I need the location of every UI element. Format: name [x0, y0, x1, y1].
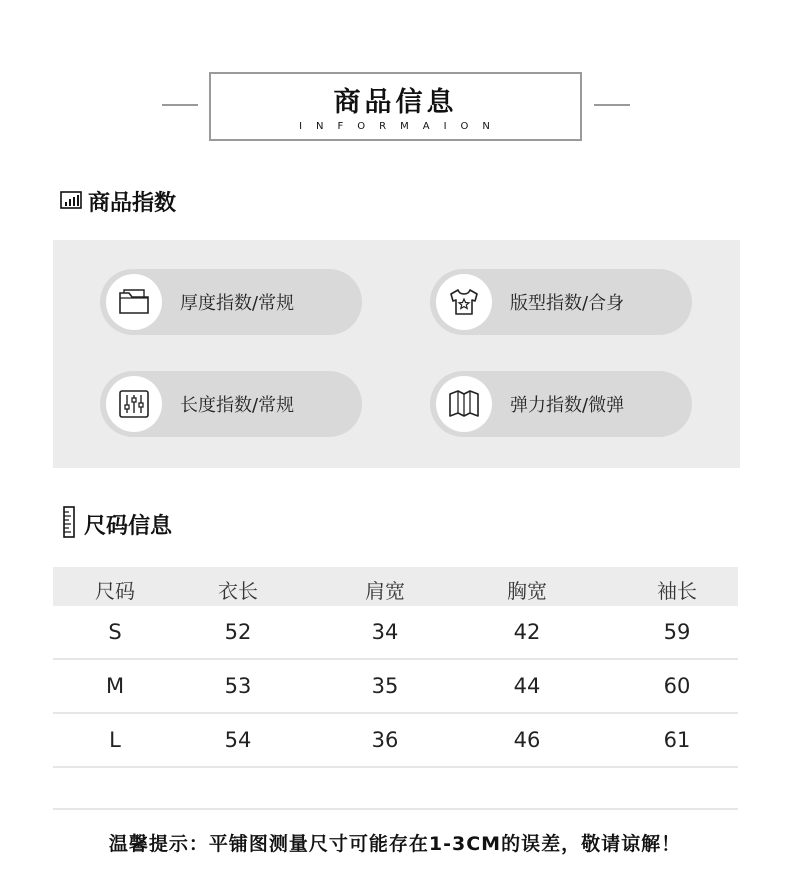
size-table	[53, 567, 738, 768]
table-cell: 52	[224, 620, 252, 644]
table-cell: M	[105, 674, 125, 698]
table-cell: S	[108, 620, 122, 644]
table-cell: 44	[513, 674, 541, 698]
index-section-title: 商品指数	[88, 191, 177, 216]
header-line-left	[162, 104, 198, 106]
table-header-row	[53, 567, 738, 606]
measurement-note: 温馨提示：平铺图测量尺寸可能存在1-3CM的误差，敬请谅解！	[108, 833, 682, 855]
folder-icon	[106, 274, 162, 330]
table-cell: 61	[663, 728, 691, 752]
table-cell: L	[109, 728, 121, 752]
index-item-elasticity	[430, 371, 692, 437]
sliders-icon	[106, 376, 162, 432]
header-line-right	[594, 104, 630, 106]
table-row	[53, 606, 738, 660]
index-item-label: 弹力指数/微弹	[510, 395, 625, 416]
index-item-label: 版型指数/合身	[510, 293, 625, 314]
index-item-length	[100, 371, 362, 437]
table-cell: 46	[513, 728, 541, 752]
column-header: 衣长	[218, 579, 258, 603]
table-cell: 59	[663, 620, 691, 644]
tshirt-icon	[436, 274, 492, 330]
table-cell: 60	[663, 674, 691, 698]
column-header: 尺码	[95, 579, 135, 603]
index-item-thickness	[100, 269, 362, 335]
index-panel	[53, 240, 740, 468]
table-cell: 36	[371, 728, 399, 752]
table-row	[53, 714, 738, 768]
table-row	[53, 660, 738, 714]
index-item-label: 厚度指数/常规	[180, 293, 295, 314]
size-section-header	[62, 506, 172, 542]
table-cell: 53	[224, 674, 252, 698]
index-section-header	[60, 186, 176, 217]
page-title: 商品信息	[333, 87, 458, 118]
page-subtitle: INFORMAION	[299, 121, 504, 132]
column-header: 袖长	[657, 579, 697, 603]
table-cell: 34	[371, 620, 399, 644]
table-cell: 42	[513, 620, 541, 644]
ruler-icon	[62, 506, 76, 542]
index-item-label: 长度指数/常规	[180, 395, 295, 416]
table-cell: 35	[371, 674, 399, 698]
column-header: 胸宽	[507, 579, 547, 603]
column-header: 肩宽	[365, 579, 405, 603]
map-icon	[436, 376, 492, 432]
bar-chart-icon	[60, 190, 82, 214]
footer-divider	[53, 808, 738, 810]
index-item-fit	[430, 269, 692, 335]
size-section-title: 尺码信息	[84, 513, 173, 539]
table-cell: 54	[224, 728, 252, 752]
